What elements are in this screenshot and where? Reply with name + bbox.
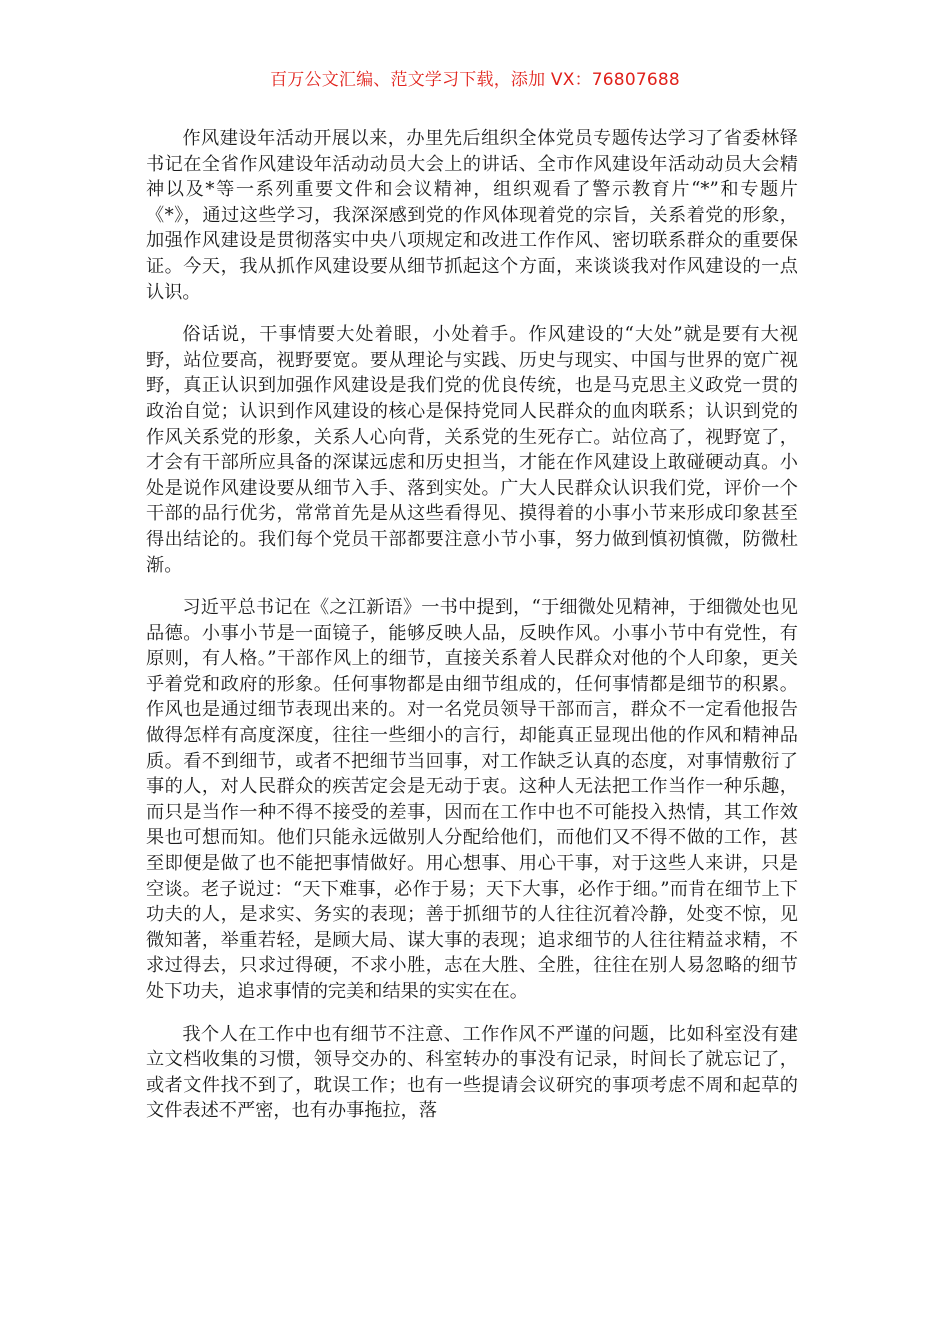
paragraph-1: 作风建设年活动开展以来，办里先后组织全体党员专题传达学习了省委林铎书记在全省作风建设年活动动员大会上的讲话、全市作风建设年活动动员大会精神以及*等一系列重要文件和会议精神，组织观看了警示教育片“*”和专题片《*》，通过这些学习，我深深感到党的作风体现着党的宗旨，关系着党的形象，加强作风建设是贯彻落实中央八项规定和改进工作作风、密切联系群众的重要保证。今天，我从抓作风建设要从细节抓起这个方面，来谈谈我对作风建设的一点认识。 [146,128,798,303]
paragraph-3: 习近平总书记在《之江新语》一书中提到，“于细微处见精神，于细微处也见品德。小事小节是一面镜子，能够反映人品，反映作风。小事小节中有党性，有原则，有人格。”干部作风上的细节，直接关系着人民群众对他的个人印象，更关乎着党和政府的形象。任何事物都是由细节组成的，任何事情都是细节的积累。作风也是通过细节表现出来的。对一名党员领导干部而言，群众不一定看他报告做得怎样有高度深度，往往一些细小的言行，却能真正显现出他的作风和精神品质。看不到细节，或者不把细节当回事，对工作缺乏认真的态度，对事情敷衍了事的人，对人民群众的疾苦定会是无动于衷。这种人无法把工作当作一种乐趣，而只是当作一种不得不接受的差事，因而在工作中也不可能投入热情，其工作效果也可想而知。他们只能永远做别人分配给他们，而他们又不得不做的工作，甚至即便是做了也不能把事情做好。用心想事、用心干事，对于这些人来讲，只是空谈。老子说过：“天下难事，必作于易；天下大事，必作于细。”而肯在细节上下功夫的人，是求实、务实的表现；善于抓细节的人往往沉着冷静，处变不惊，见微知著，举重若轻，是顾大局、谋大事的表现；追求细节的人往往精益求精，不求过得去，只求过得硬，不求小胜，志在大胜、全胜，往往在别人易忽略的细节处下功夫，追求事情的完美和结果的实实在在。 [146,597,798,1002]
paragraph-2: 俗话说，干事情要大处着眼，小处着手。作风建设的“大处”就是要有大视野，站位要高，视野要宽。要从理论与实践、历史与现实、中国与世界的宽广视野，真正认识到加强作风建设是我们党的优良传统，也是马克思主义政党一贯的政治自觉；认识到作风建设的核心是保持党同人民群众的血肉联系；认识到党的作风关系党的形象，关系人心向背，关系党的生死存亡。站位高了，视野宽了，才会有干部所应具备的深谋远虑和历史担当，才能在作风建设上敢碰硬动真。小处是说作风建设要从细节入手、落到实处。广大人民群众认识我们党，评价一个干部的品行优劣，常常首先是从这些看得见、摸得着的小事小节来形成印象甚至得出结论的。我们每个党员干部都要注意小节小事，努力做到慎初慎微，防微杜渐。 [146,324,798,576]
document-body [146,126,798,1141]
paragraph-4: 我个人在工作中也有细节不注意、工作作风不严谨的问题，比如科室没有建立文档收集的习惯，领导交办的、科室转办的事没有记录，时间长了就忘记了，或者文件找不到了，耽误工作；也有一些提请会议研究的事项考虑不周和起草的文件表述不严密，也有办事拖拉，落 [146,1023,798,1122]
header-banner: 百万公文汇编、范文学习下载，添加 VX：76807688 [270,70,680,90]
